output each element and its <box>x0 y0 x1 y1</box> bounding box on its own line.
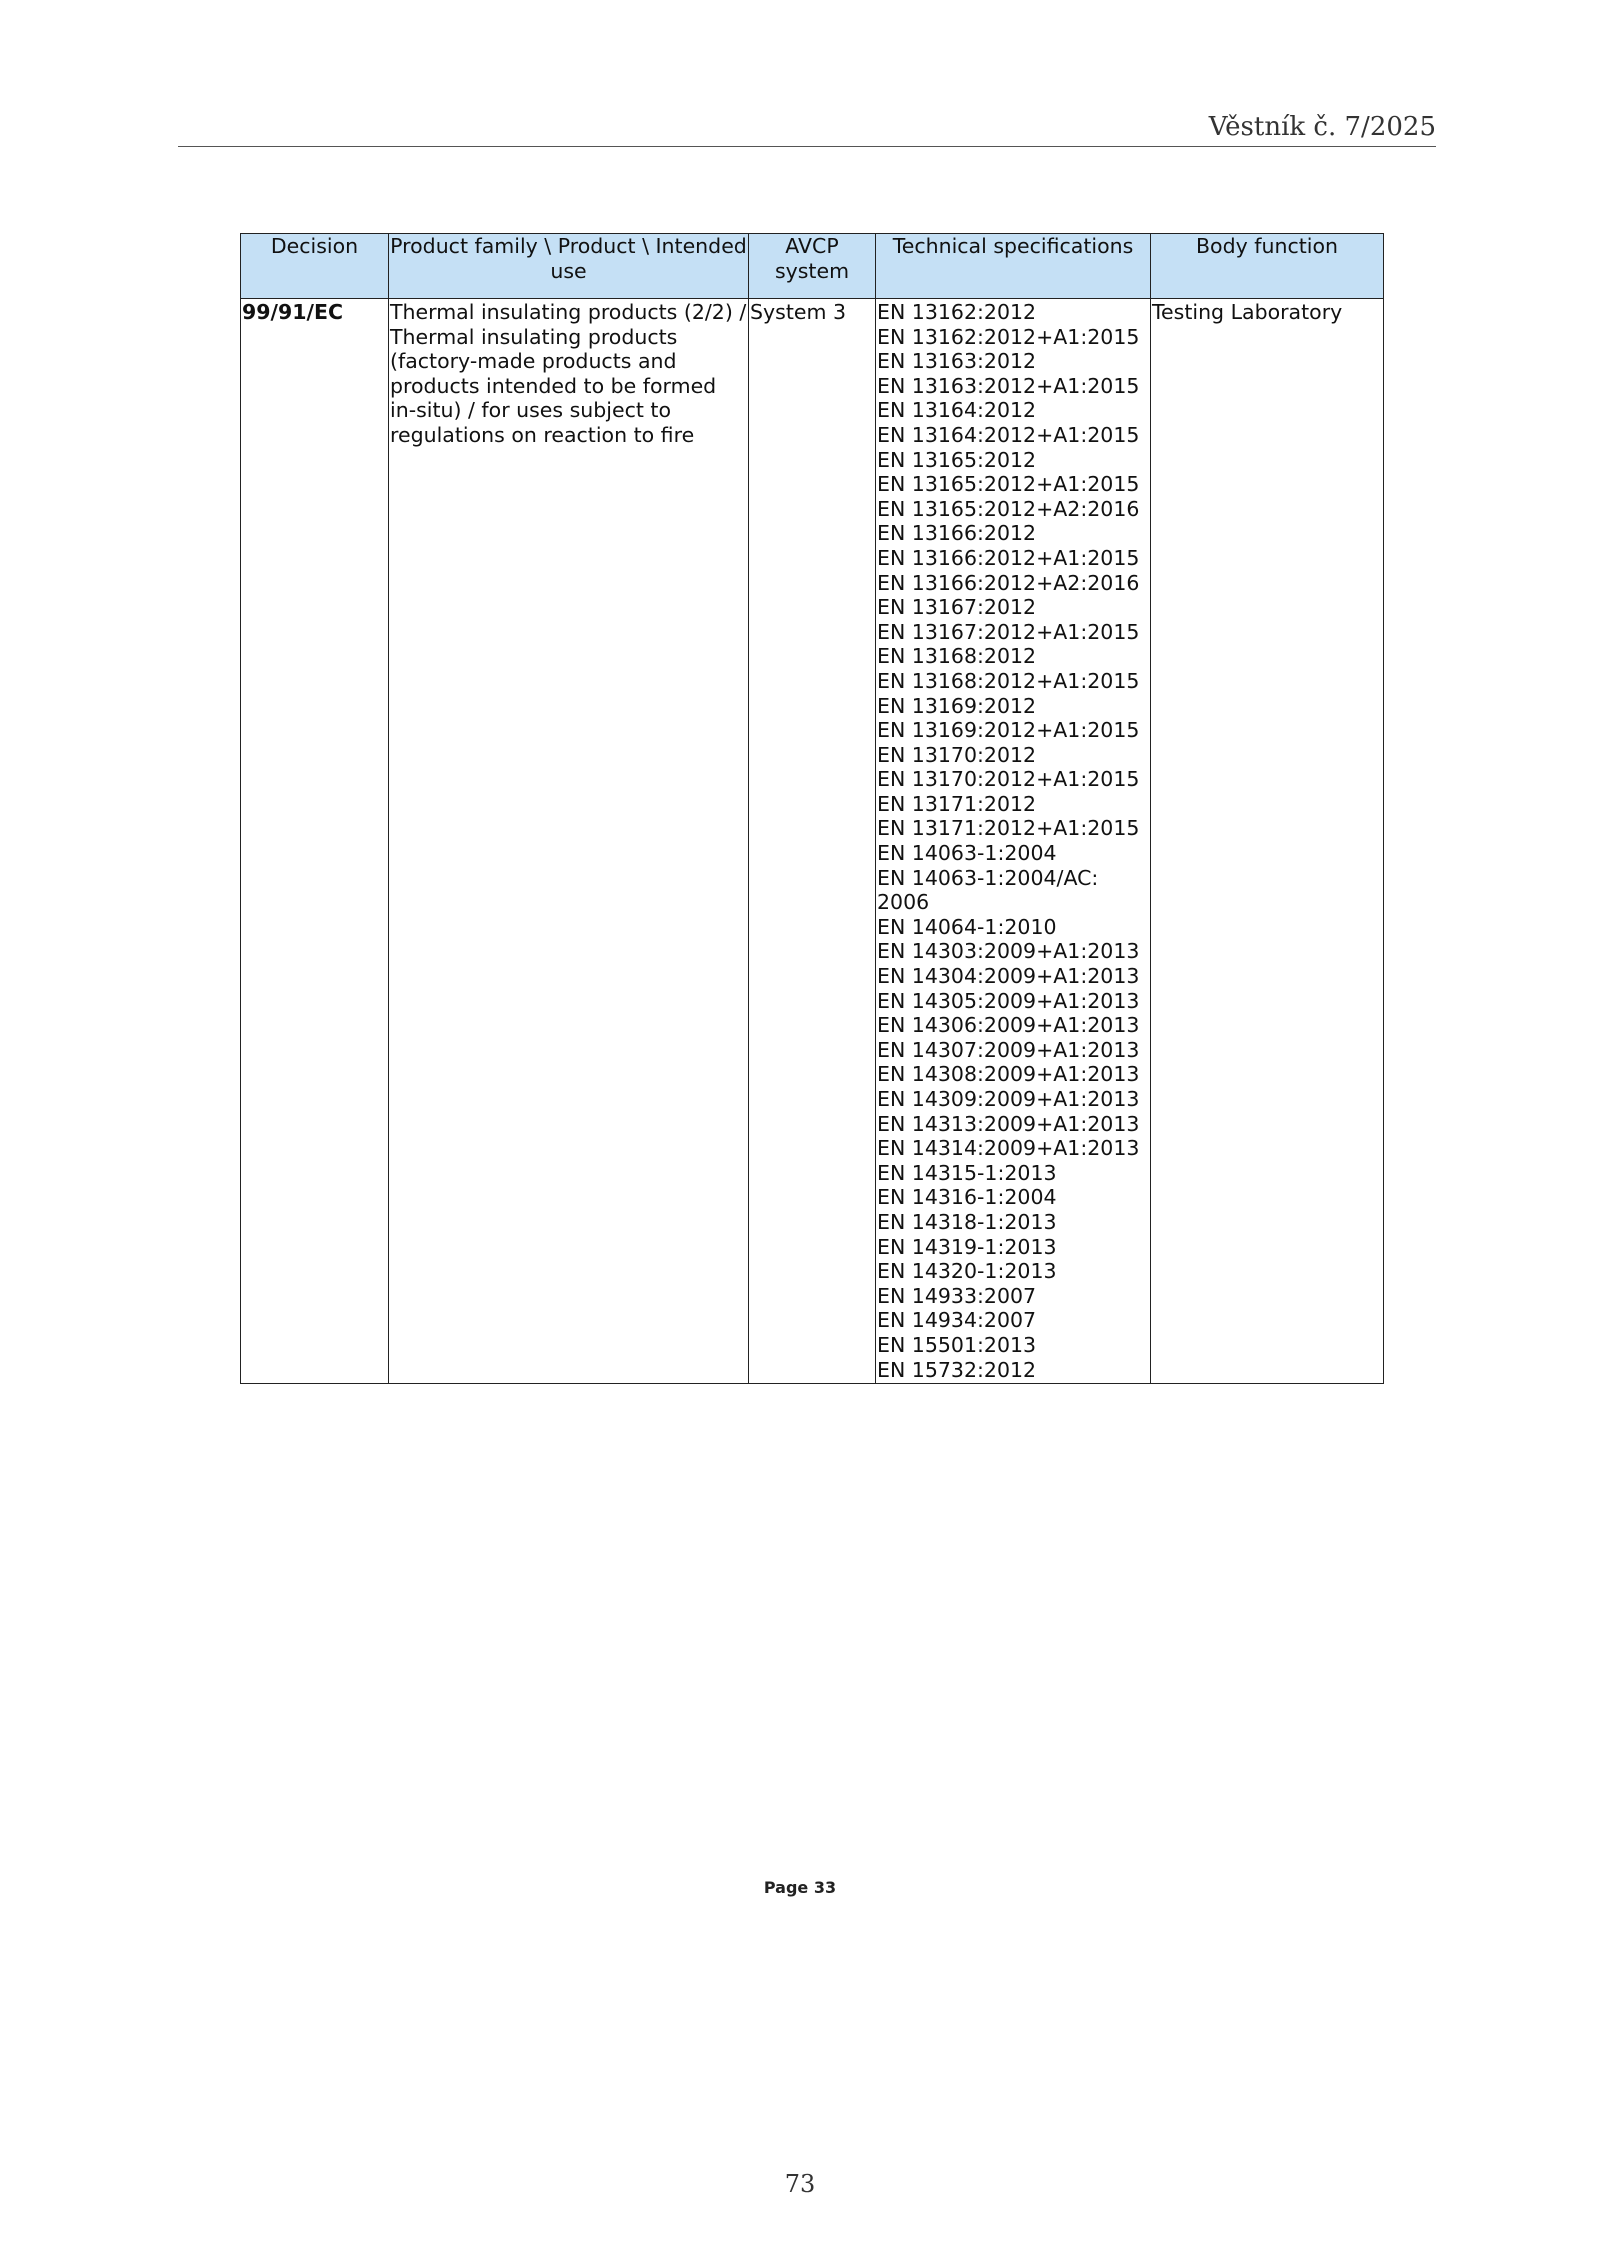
column-header-avcp: AVCP system <box>749 234 876 299</box>
specification-item: EN 13162:2012+A1:2015 <box>877 324 1140 349</box>
specification-item: EN 15732:2012 <box>877 1357 1037 1382</box>
specification-item: EN 13165:2012+A2:2016 <box>877 496 1140 521</box>
specification-item: EN 13169:2012 <box>877 693 1037 718</box>
specification-item: EN 13170:2012 <box>877 742 1037 767</box>
specification-item: EN 14319-1:2013 <box>877 1234 1057 1259</box>
specification-item: EN 14320-1:2013 <box>877 1259 1057 1284</box>
column-header-product: Product family \ Product \ Intended use <box>389 234 749 299</box>
specification-item: EN 14934:2007 <box>877 1308 1037 1333</box>
cell-body-function: Testing Laboratory <box>1151 299 1384 1384</box>
specification-item: EN 13168:2012 <box>877 644 1037 669</box>
cell-specifications <box>876 299 1151 1384</box>
specification-item: EN 13166:2012+A1:2015 <box>877 545 1140 570</box>
specification-item: EN 14318-1:2013 <box>877 1209 1057 1234</box>
specification-item: EN 14303:2009+A1:2013 <box>877 939 1140 964</box>
specification-item: EN 14064-1:2010 <box>877 914 1057 939</box>
specification-item: EN 14063-1:2004/AC: <box>877 865 1099 890</box>
column-header-specifications: Technical specifications <box>876 234 1151 299</box>
page-number: 73 <box>784 2170 816 2198</box>
table-row <box>241 299 1384 1384</box>
specification-item: EN 14304:2009+A1:2013 <box>877 964 1140 989</box>
specification-item: EN 14316-1:2004 <box>877 1185 1057 1210</box>
specification-item: EN 13167:2012+A1:2015 <box>877 619 1140 644</box>
specification-item: EN 13166:2012 <box>877 521 1037 546</box>
running-header-title: Věstník č. 7/2025 <box>1208 112 1436 142</box>
specification-item: EN 13164:2012+A1:2015 <box>877 422 1140 447</box>
specification-item: 2006 <box>877 890 930 915</box>
specification-item: EN 13167:2012 <box>877 595 1037 620</box>
cell-product: Thermal insulating products (2/2) / Thermal insulating products (factory-made products and products intended to be formed in-situ) / for uses subject to regulations on reaction to fire <box>389 299 749 1384</box>
specification-item: EN 15501:2013 <box>877 1332 1037 1357</box>
specification-item: EN 13171:2012+A1:2015 <box>877 816 1140 841</box>
specification-item: EN 13168:2012+A1:2015 <box>877 668 1140 693</box>
specification-item: EN 13169:2012+A1:2015 <box>877 718 1140 743</box>
header-rule <box>178 146 1436 147</box>
specification-item: EN 14063-1:2004 <box>877 841 1057 866</box>
cell-decision: 99/91/EC <box>241 299 389 1384</box>
specification-item: EN 13170:2012+A1:2015 <box>877 767 1140 792</box>
specification-item: EN 13165:2012 <box>877 447 1037 472</box>
specification-item: EN 14305:2009+A1:2013 <box>877 988 1140 1013</box>
avcp-table <box>240 233 1384 1384</box>
specification-item: EN 13162:2012 <box>877 300 1037 324</box>
column-header-decision: Decision <box>241 234 389 299</box>
column-header-body-function: Body function <box>1151 234 1384 299</box>
specification-item: EN 14314:2009+A1:2013 <box>877 1136 1140 1161</box>
specification-item: EN 14309:2009+A1:2013 <box>877 1087 1140 1111</box>
specification-item: EN 14313:2009+A1:2013 <box>877 1111 1140 1136</box>
specification-item: EN 14307:2009+A1:2013 <box>877 1037 1140 1062</box>
table-header <box>241 234 1384 299</box>
table-header-row <box>241 234 1384 299</box>
specification-list <box>877 300 1149 1382</box>
page-label: Page 33 <box>763 1878 837 1897</box>
specification-item: EN 14306:2009+A1:2013 <box>877 1013 1140 1038</box>
specification-item: EN 13166:2012+A2:2016 <box>877 570 1140 595</box>
specification-item: EN 13165:2012+A1:2015 <box>877 472 1140 497</box>
specification-item: EN 13164:2012 <box>877 398 1037 423</box>
specification-item: EN 14933:2007 <box>877 1283 1037 1308</box>
specification-item: EN 13163:2012+A1:2015 <box>877 373 1140 398</box>
specification-item: EN 14308:2009+A1:2013 <box>877 1062 1140 1087</box>
specification-item: EN 14315-1:2013 <box>877 1160 1057 1185</box>
table-body <box>241 299 1384 1384</box>
cell-avcp: System 3 <box>749 299 876 1384</box>
specification-item: EN 13163:2012 <box>877 349 1037 374</box>
specification-item: EN 13171:2012 <box>877 791 1037 816</box>
